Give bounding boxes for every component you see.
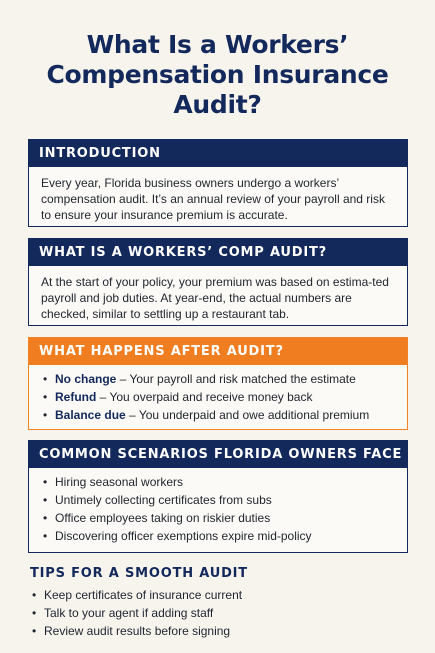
bullet-icon: •: [43, 529, 48, 543]
bullet-icon: •: [43, 511, 48, 525]
bullet-icon: •: [32, 624, 37, 638]
list-item: [41, 509, 395, 527]
list-item: [30, 622, 410, 640]
list-item: [41, 370, 395, 388]
bullet-icon: •: [32, 588, 37, 602]
list-item: [41, 527, 395, 545]
after-audit-list: [41, 370, 395, 424]
tips-heading: TIPS FOR A SMOOTH AUDIT: [30, 566, 248, 581]
scenarios-heading: COMMON SCENARIOS FLORIDA OWNERS FACE: [29, 441, 407, 468]
outcome-term: No change: [55, 372, 117, 386]
bullet-icon: •: [43, 408, 48, 422]
bullet-icon: •: [43, 475, 48, 489]
outcome-term: Balance due: [55, 408, 126, 422]
title-line-2: Compensation Insurance: [46, 60, 389, 89]
what-is-heading: WHAT IS A WORKERS’ COMP AUDIT?: [29, 239, 407, 266]
list-item: [41, 406, 395, 424]
list-item: [30, 604, 410, 622]
outcome-desc: – You underpaid and owe additional premium: [125, 408, 370, 422]
bullet-icon: •: [43, 390, 48, 404]
introduction-section: [28, 139, 408, 227]
outcome-desc: – Your payroll and risk matched the estimate: [116, 372, 356, 386]
scenario-text: Hiring seasonal workers: [55, 475, 184, 489]
list-item: [30, 586, 410, 604]
page-title: [0, 30, 435, 120]
after-audit-heading: WHAT HAPPENS AFTER AUDIT?: [29, 338, 407, 365]
bullet-icon: •: [43, 493, 48, 507]
scenario-text: Office employees taking on riskier duties: [55, 511, 271, 525]
scenario-text: Discovering officer exemptions expire mid-policy: [55, 529, 312, 543]
outcome-desc: – You overpaid and receive money back: [96, 390, 313, 404]
title-line-3: Audit?: [173, 90, 262, 119]
bullet-icon: •: [43, 372, 48, 386]
list-item: [41, 388, 395, 406]
tips-list: [30, 586, 410, 640]
tip-text: Review audit results before signing: [44, 624, 231, 638]
what-is-body: At the start of your policy, your premium was based on estima-ted payroll and job duties. At year-end, the actual numbers are checked, similar to settling up a restaurant tab.: [41, 275, 389, 321]
introduction-body: Every year, Florida business owners undergo a workers’ compensation audit. It’s an annual review of your payroll and risk to ensure your insurance premium is accurate.: [41, 176, 385, 222]
bullet-icon: •: [32, 606, 37, 620]
tip-text: Keep certificates of insurance current: [44, 588, 243, 602]
what-is-section: [28, 238, 408, 326]
list-item: [41, 491, 395, 509]
scenarios-list: [41, 473, 395, 545]
scenario-text: Untimely collecting certificates from subs: [55, 493, 272, 507]
after-audit-section: [28, 337, 408, 430]
list-item: [41, 473, 395, 491]
scenarios-section: [28, 440, 408, 553]
introduction-heading: INTRODUCTION: [29, 140, 407, 167]
tip-text: Talk to your agent if adding staff: [44, 606, 214, 620]
title-line-1: What Is a Workers’: [86, 30, 349, 59]
outcome-term: Refund: [55, 390, 97, 404]
